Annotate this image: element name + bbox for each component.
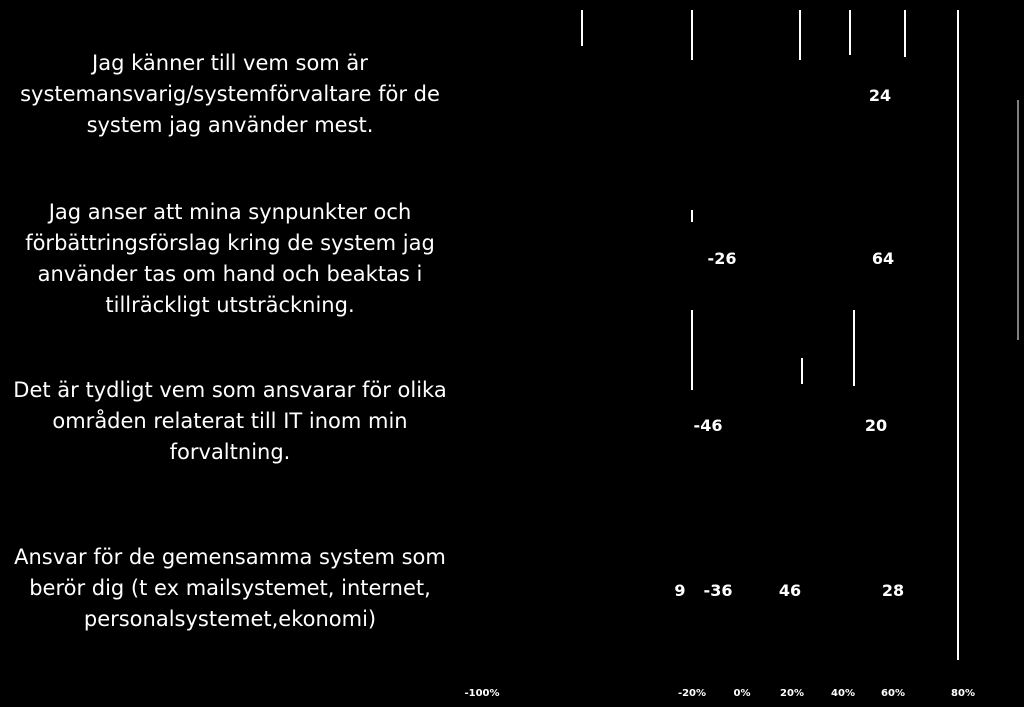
category-label: Jag anser att mina synpunkter och förbättringsförslag kring de system jag använder tas om hand och beaktas i tillräckligt utsträckning. — [25, 200, 435, 317]
x-tick-label: 60% — [881, 688, 905, 699]
data-label: 64 — [871, 249, 895, 268]
category-label: Det är tydligt vem som ansvarar för olika områden relaterat till IT inom min forvaltning. — [13, 378, 447, 464]
category-label: Ansvar för de gemensamma system som berör dig (t ex mailsystemet, internet, personalsystemet,ekonomi) — [14, 545, 446, 631]
x-tick-label: 20% — [780, 688, 804, 699]
category-label: Jag känner till vem som är systemansvarig/systemförvaltare för de system jag använder mest. — [20, 51, 440, 137]
x-tick-label: 0% — [733, 688, 751, 699]
data-label: 9 — [674, 581, 686, 600]
data-label: 24 — [868, 86, 892, 105]
x-tick-label: 40% — [831, 688, 855, 699]
data-label: -46 — [693, 416, 723, 435]
x-tick-label: -100% — [464, 688, 500, 699]
data-label: -26 — [707, 249, 737, 268]
x-tick-label: -20% — [677, 688, 707, 699]
data-label: 20 — [864, 416, 888, 435]
data-label: -36 — [703, 581, 733, 600]
data-label: 46 — [778, 581, 802, 600]
x-tick-label: 80% — [951, 688, 975, 699]
data-label: 28 — [881, 581, 905, 600]
